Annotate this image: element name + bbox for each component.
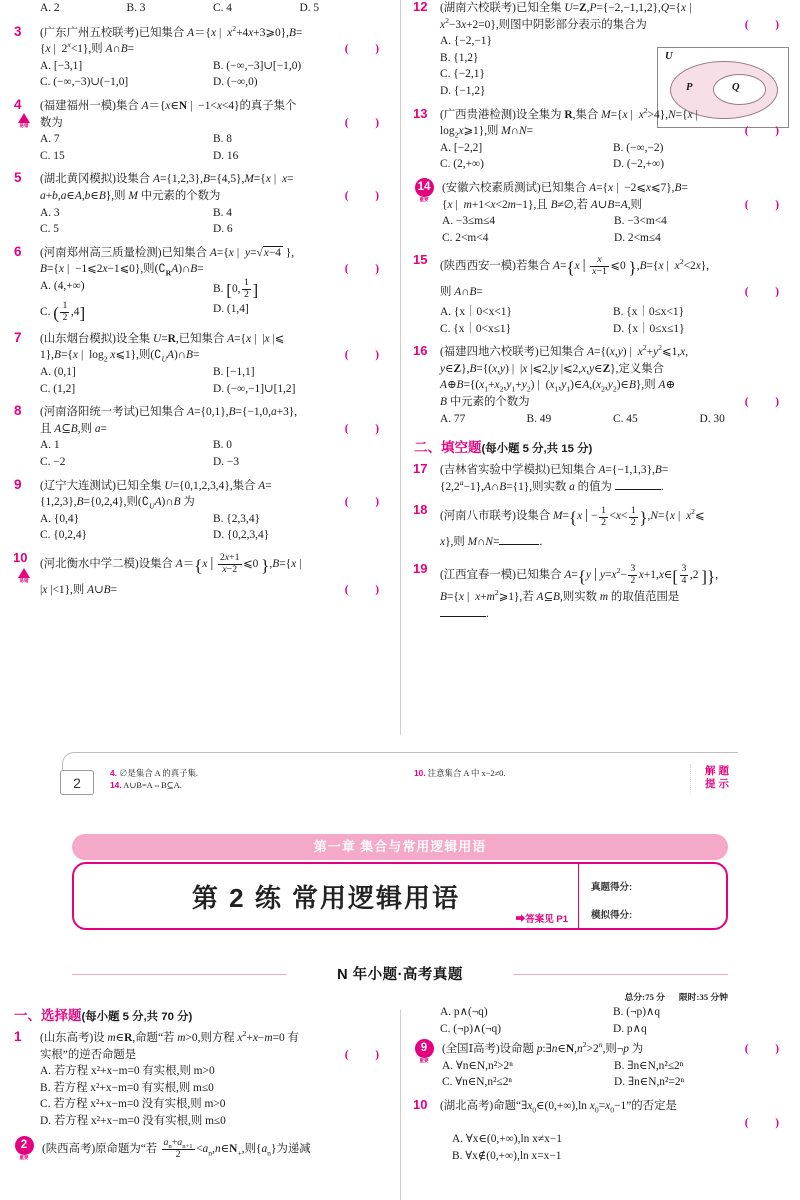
question-stem-line-1: (山东高考)设 m∈R,命题“若 m>0,则方程 $x^2+x-m=0$ 有 — [40, 1029, 299, 1044]
answer-bracket[interactable]: ( ) — [344, 496, 386, 509]
venn-set-p-label: P — [686, 82, 693, 93]
question-body — [40, 171, 386, 237]
question-stem-line-2: y∈Z},B={(x,y) | |x |⩽2,|y |⩽2,x,y∈Z},定义集合 — [440, 362, 665, 375]
question-number-badge: 14 — [415, 178, 434, 197]
question-number: 15 — [413, 252, 428, 268]
question-number: 3 — [14, 23, 22, 39]
option-b[interactable]: B. −3<m<4 — [614, 215, 667, 228]
choice-section-heading — [14, 1004, 386, 1024]
question-number: 18 — [413, 502, 428, 518]
answer-reference-link[interactable]: ➡答案见 P1 — [515, 914, 568, 925]
option-c[interactable]: C. (2,+∞) — [440, 158, 484, 171]
option-c[interactable]: C. 4 — [213, 2, 232, 14]
hint-tag-divider — [690, 764, 691, 794]
error-prone-warning-icon — [14, 568, 34, 584]
question-stem-line-1: (广西贵港检测)设全集为 R,集合 M={x | $x^2>4\},N=\{x$ | — [440, 105, 698, 121]
options-list — [440, 140, 786, 173]
question-number: 4 — [14, 96, 22, 112]
question-stem-line-2: {1,2,3},B={0,2,4},则$(∁_UA)\cap B$ 为 ( ) — [40, 496, 386, 511]
question-19 — [414, 562, 786, 623]
option-c[interactable]: C. (−∞,−3)∪(−1,0] — [40, 76, 129, 89]
options-list — [440, 411, 786, 428]
option-a[interactable]: A. {−2,−1} — [440, 35, 492, 48]
option-a[interactable]: A. (4,+∞) — [40, 279, 85, 292]
right-column — [400, 0, 800, 742]
venn-universe-label: U — [665, 51, 673, 62]
question-13 — [414, 107, 786, 173]
question-stem-line-1: (山东烟台模拟)设全集 U=R,已知集合 A={x | |x |⩽ — [40, 332, 285, 345]
question-stem-line-2: x},则 M∩N= . — [440, 536, 543, 549]
question-body — [40, 478, 386, 544]
options-list — [40, 511, 386, 544]
fill-in-section-heading — [414, 436, 786, 456]
question-number: 17 — [413, 461, 428, 477]
question-body — [440, 107, 786, 173]
options-list — [440, 1004, 786, 1037]
question-stem-line-4: B 中元素的个数为 ( ) — [440, 394, 786, 411]
option-c[interactable]: C. 若方程 x²+x−m=0 没有实根,则 m>0 — [40, 1098, 226, 1111]
option-c[interactable]: C. (1,2] — [40, 382, 76, 395]
option-b[interactable]: B. ∃n∈N,n²≤2ⁿ — [614, 1059, 684, 1072]
question-number-badge: 9 — [415, 1039, 434, 1058]
option-a[interactable]: A. {0,4} — [40, 512, 80, 525]
question-body — [440, 562, 786, 623]
hint-item — [110, 768, 198, 780]
options-list — [440, 304, 786, 337]
bottom-question-2 — [14, 1138, 386, 1161]
question-10 — [14, 551, 386, 602]
option-a[interactable]: A. ∀n∈N,n²>2ⁿ — [442, 1059, 513, 1072]
question-number: 5 — [14, 170, 22, 186]
question-body — [440, 1041, 786, 1091]
warning-label: 易错 — [19, 122, 29, 128]
bottom-exercise-area — [0, 1004, 800, 1200]
question-number: 10 — [13, 549, 28, 565]
option-d[interactable]: D. (1,4] — [213, 302, 249, 315]
options-list — [40, 437, 386, 470]
answer-blank[interactable] — [440, 606, 486, 616]
question-stem-line-1: (福建四地六校联考)已知集合 A={(x,y) | $x^2+y^2⩽1,x$, — [440, 343, 689, 359]
option-c[interactable]: C. 2<m<4 — [442, 231, 489, 244]
answer-bracket[interactable]: ( ) — [744, 125, 786, 138]
question-7 — [14, 331, 386, 397]
option-d[interactable]: D. 6 — [213, 223, 233, 236]
option-d[interactable]: D. (−∞,−1]∪[1,2] — [213, 382, 296, 395]
option-d[interactable]: D. p∧q — [613, 1022, 647, 1035]
question-stem-line-2: |x |<1},则 A∪B= ( ) — [40, 578, 386, 602]
answer-bracket[interactable]: ( ) — [344, 43, 386, 56]
important-marker — [11, 1136, 37, 1161]
question-stem-line-2: {x | m+1<x<2m−1},且 B≠∅,若 A∪B=A,则 ( ) — [442, 197, 786, 214]
answer-bracket[interactable]: ( ) — [344, 349, 386, 362]
question-body — [40, 404, 386, 470]
question-stem-line-1: (全国Ⅰ高考)设命题 $p:\exists n\in N,n^2>2^n$,则¬p 为 ( ) — [442, 1041, 786, 1058]
question-body — [40, 1030, 386, 1130]
question-body — [440, 253, 786, 337]
option-b[interactable]: B. {2,3,4} — [213, 512, 261, 525]
important-label: 重要 — [19, 1154, 29, 1160]
option-a[interactable]: A. 77 — [440, 412, 466, 425]
option-c[interactable]: C. {−2,1} — [440, 68, 485, 81]
question-stem-line-1: (陕西西安一模)若集合 A={x | $\frac{x}{x-1}$ ⩽0 },B={x | $x^2<2x$}, — [440, 254, 710, 278]
question-stem-line-1: (陕西高考)原命题为“若 $\frac{a_n+a_{n+1}}{2}$ $<a_n,n\in N_+$,则$\{a_n\}$为递减 — [42, 1136, 311, 1160]
option-c[interactable]: C. 45 — [613, 412, 638, 425]
question-18 — [414, 503, 786, 554]
question-number: 1 — [14, 1029, 22, 1044]
question-body — [40, 331, 386, 397]
option-d[interactable]: D. {0,2,3,4} — [213, 529, 270, 542]
question-stem-line-1: (河南郑州高三质量检测)已知集合 A={x | y=√x−4 }, — [40, 246, 295, 259]
question-body — [440, 344, 786, 427]
total-score: 总分:75 分 — [624, 992, 665, 1002]
question-stem-line-2: $x^2-3x+2=0$},则图中阴影部分表示的集合为 ( ) — [440, 17, 786, 34]
question-stem-line-1: (安徽六校素质测试)已知集合 A={x | −2⩽x⩽7},B= — [442, 181, 688, 194]
chapter-banner: 第一章 集合与常用逻辑用语 — [72, 834, 728, 860]
question-stem-line-2 — [440, 1115, 786, 1132]
question-6 — [14, 245, 386, 324]
triangle-icon — [18, 568, 30, 578]
left-column — [0, 0, 400, 742]
hint-text: A∪B=A⇔B⊆A. — [123, 780, 182, 790]
question-stem-line-2: {x | $2^x<1$},则 A∩B= ( ) — [40, 41, 386, 58]
time-limit: 限时:35 分钟 — [678, 992, 728, 1002]
question-2-options-continued — [14, 0, 386, 17]
option-a[interactable]: A. [−2,2] — [440, 141, 483, 154]
option-c[interactable]: C. −2 — [40, 455, 66, 468]
answer-blank[interactable] — [499, 535, 539, 545]
answer-bracket[interactable]: ( ) — [744, 198, 786, 211]
question-17 — [414, 462, 786, 495]
option-b[interactable]: B. 8 — [213, 133, 232, 146]
question-stem-line-2: 数为 ( ) — [40, 115, 386, 132]
practice-title-box — [72, 862, 728, 930]
section-title: 一、选择题 — [14, 1008, 82, 1023]
option-b[interactable]: B. (−∞,−2) — [613, 141, 664, 154]
option-a[interactable]: A. (0,1] — [40, 365, 76, 378]
answer-bracket[interactable]: ( ) — [744, 1043, 786, 1056]
question-stem-line-2: $\log_2x⩾1$},则 M∩N= ( ) — [440, 125, 786, 140]
question-number: 10 — [413, 1096, 428, 1112]
question-body — [440, 462, 786, 495]
bottom-question-10 — [414, 1098, 786, 1164]
nyear-label: N 年小题·高考真题 — [337, 967, 463, 983]
option-b[interactable]: B. 若方程 x²+x−m=0 有实根,则 m≤0 — [40, 1081, 214, 1094]
bottom-left-column — [0, 1004, 400, 1200]
option-d[interactable]: D. 5 — [299, 2, 320, 14]
option-b[interactable]: B. (−∞,−3]∪[−1,0) — [213, 59, 302, 72]
option-a[interactable]: A. 7 — [40, 133, 60, 146]
question-number: 12 — [413, 0, 428, 14]
solution-hints-bar — [62, 752, 738, 800]
option-b[interactable]: B. 4 — [213, 206, 232, 219]
bottom-question-8-options — [414, 1004, 786, 1037]
question-stem-line-2: B={x | $x+m^2⩾1$},若 A⊆B,则实数 m 的取值范围是 — [440, 588, 680, 603]
question-stem-line-1: (吉林省实验中学模拟)已知集合 A={−1,1,3},B= — [440, 464, 669, 477]
question-8 — [14, 404, 386, 470]
question-stem-line-3: $A\oplus B=\{(x_1+x_2,y_1+y_2)$ | $(x_1,y_1)\in A,(x_2,y_2)\in B$},则 A⊕ — [440, 379, 675, 394]
option-b[interactable]: B. ∀x∉(0,+∞),ln x=x−1 — [452, 1149, 562, 1162]
answer-bracket[interactable]: ( ) — [344, 116, 386, 129]
question-9 — [14, 478, 386, 544]
hint-group-left — [110, 768, 198, 791]
question-body — [40, 98, 386, 164]
hint-item — [414, 768, 505, 780]
options-list — [40, 1063, 386, 1129]
option-d[interactable]: D. (−∞,0) — [213, 76, 258, 89]
answer-blank[interactable] — [615, 479, 661, 489]
triangle-icon — [18, 113, 30, 123]
option-a[interactable]: A. 若方程 x²+x−m=0 有实根,则 m>0 — [40, 1065, 215, 1078]
option-b[interactable]: B. (¬p)∧q — [613, 1006, 661, 1018]
option-c[interactable]: C. (¬p)∧(¬q) — [440, 1022, 502, 1035]
question-stem-line-1: (福建福州一模)集合 A＝{x∈N | −1<x<4}的真子集个 — [40, 99, 297, 112]
answer-bracket[interactable]: ( ) — [744, 18, 786, 31]
question-stem-line-1: (辽宁大连测试)已知全集 U={0,1,2,3,4},集合 A= — [40, 479, 272, 492]
question-number: 8 — [14, 403, 22, 419]
answer-bracket[interactable]: ( ) — [344, 422, 386, 435]
question-15 — [414, 253, 786, 337]
options-list — [40, 205, 386, 238]
question-16 — [414, 344, 786, 427]
question-body — [40, 245, 386, 324]
answer-bracket[interactable]: ( ) — [344, 583, 386, 596]
answer-bracket[interactable]: ( ) — [744, 286, 786, 299]
question-stem-line-1: (湖北高考)命题“$\exists x_0\in(0,+\infty),\ln$ $x_0=x_0-1$”的否定是 — [440, 1099, 677, 1115]
bottom-question-9 — [414, 1041, 786, 1091]
question-3 — [14, 25, 386, 91]
option-c[interactable]: C. 15 — [40, 149, 65, 162]
question-stem-line-1: (广东广州五校联考)已知集合 A＝{x | $x^2+4x+3⩾0\},B=$ — [40, 23, 303, 39]
question-stem-line-2: B={x | −1⩽2x−1⩽0},则$(∁_RA)\cap B=$ ( ) — [40, 263, 386, 278]
question-stem-line-2: 且 A⊆B,则 a= ( ) — [40, 421, 386, 438]
question-body — [440, 503, 786, 554]
option-b[interactable]: B. {1,2} — [440, 51, 479, 64]
important-marker — [411, 1039, 437, 1064]
question-body — [40, 551, 386, 602]
question-stem-line-1: (河北衡水中学二模)设集合 A＝{x | $\frac{2x+1}{x-2}$ ⩽0 },B={x | — [40, 552, 302, 575]
option-a[interactable]: A. 3 — [40, 206, 60, 219]
question-number: 16 — [413, 343, 428, 359]
answer-bracket[interactable]: ( ) — [344, 263, 386, 276]
question-4 — [14, 98, 386, 164]
question-number: 13 — [413, 105, 428, 121]
practice-title-main — [74, 864, 578, 928]
options-list — [442, 213, 786, 246]
question-body — [40, 25, 386, 91]
hint-tag-line-1: 解 题 — [705, 765, 729, 777]
important-label: 重要 — [419, 1058, 429, 1064]
option-a[interactable]: A. −3≤m≤4 — [442, 215, 496, 228]
question-stem-line-1: (湖北黄冈模拟)设集合 A={1,2,3},B={4,5},M={x | x= — [40, 173, 294, 186]
hint-group-right — [414, 768, 505, 780]
options-list — [40, 131, 386, 164]
hint-item — [110, 780, 198, 792]
section-title: 二、填空题 — [414, 440, 482, 456]
question-number: 19 — [413, 561, 428, 577]
question-stem-line-1: (河南八市联考)设集合 M={x | − $\frac{1}{2}$ <x< $\frac{1}{2}$ },N={x | $x^2⩽$ — [440, 504, 705, 528]
option-d[interactable]: D. 30 — [699, 412, 725, 425]
option-c[interactable]: C. {x｜0<x≤1} — [440, 322, 512, 335]
option-d[interactable]: D. ∃n∈N,n²=2ⁿ — [614, 1076, 685, 1089]
question-stem-line-3: . — [440, 606, 786, 623]
question-stem-line-2: a+b,a∈A,b∈B},则 M 中元素的个数为 ( ) — [40, 188, 386, 205]
hint-text: 注意集合 A 中 x−2≠0. — [427, 769, 506, 778]
option-b[interactable]: B. 0 — [213, 439, 232, 452]
answer-bracket[interactable]: ( ) — [344, 1048, 386, 1061]
answer-bracket[interactable]: ( ) — [744, 396, 786, 409]
question-stem-line-1: (河南洛阳统一考试)已知集合 A={0,1},B={−1,0,a+3}, — [40, 406, 298, 419]
answer-bracket[interactable]: ( ) — [744, 1116, 786, 1129]
bottom-right-column — [400, 1004, 800, 1200]
option-a[interactable]: A. 1 — [40, 439, 60, 452]
options-list — [440, 33, 655, 99]
options-list — [40, 0, 386, 17]
question-number: 9 — [14, 476, 22, 492]
nyear-section-banner — [72, 963, 728, 987]
option-b[interactable]: B. [−1,1] — [213, 365, 255, 378]
options-list — [440, 1131, 786, 1164]
options-list — [40, 58, 386, 91]
option-a[interactable]: A. p∧(¬q) — [440, 1006, 488, 1018]
hint-number: 14. — [110, 779, 122, 790]
option-b[interactable]: B. 3 — [126, 2, 146, 14]
hint-number: 4. — [110, 768, 117, 778]
warning-label: 易错 — [19, 577, 29, 583]
question-5 — [14, 171, 386, 237]
page-title: 第 2 练 常用逻辑用语 — [191, 883, 461, 913]
hint-number: 10. — [414, 768, 426, 778]
bottom-question-1 — [14, 1030, 386, 1130]
option-a[interactable]: A. {x｜0<x<1} — [440, 306, 512, 319]
question-stem-line-2: 则 A∩B= ( ) — [440, 280, 786, 304]
hint-tag-line-2: 提 示 — [705, 777, 729, 790]
option-d[interactable]: D. {x｜0≤x≤1} — [613, 322, 685, 335]
option-c[interactable]: C. ∀n∈N,n²≤2ⁿ — [442, 1076, 513, 1089]
mock-exam-score-label[interactable]: 模拟得分: — [591, 910, 633, 921]
score-box — [578, 864, 726, 928]
score-info — [611, 990, 728, 1003]
question-14 — [414, 180, 786, 246]
option-b[interactable]: B. [0, $\frac{1}{2}$ ] — [213, 276, 259, 300]
question-number-badge: 2 — [15, 1136, 34, 1155]
section-points: (每小题 5 分,共 15 分) — [481, 443, 593, 456]
option-d[interactable]: D. 2<m≤4 — [614, 231, 661, 244]
question-body — [40, 1138, 386, 1161]
option-d[interactable]: D. (−2,+∞) — [613, 158, 665, 171]
hint-text: ∅是集合 A 的真子集. — [119, 769, 198, 778]
question-body — [440, 180, 786, 246]
question-stem-line-1: (江西宜春一模)已知集合 A={y | $y=x^2-$ $\frac{3}{2}$ x+1,x∈[ $\frac{3}{4}$ ,2 ]}, — [440, 563, 719, 587]
question-stem-line-2: 实根”的逆否命题是 ( ) — [40, 1047, 386, 1064]
option-d[interactable]: D. 16 — [213, 149, 239, 162]
question-stem-line-1: (湖南六校联考)已知全集 U=Z,P={−2,−1,1,2},Q={x | — [440, 2, 692, 14]
page-number: 2 — [60, 770, 94, 795]
options-list — [40, 278, 386, 324]
option-c[interactable]: C. ( $\frac{1}{2}$ ,4] — [40, 299, 86, 323]
options-list — [40, 364, 386, 397]
option-a[interactable]: A. [−3,1] — [40, 59, 83, 72]
real-exam-score-label[interactable]: 真题得分: — [591, 882, 633, 893]
venn-set-q-label: Q — [732, 82, 740, 93]
option-d[interactable]: D. 若方程 x²+x−m=0 没有实根,则 m≤0 — [40, 1114, 226, 1127]
option-a[interactable]: A. 2 — [40, 2, 60, 14]
question-stem-line-2: {2,2$^a$−1},A∩B={1},则实数 a 的值为 . — [440, 478, 664, 493]
answer-bracket[interactable]: ( ) — [344, 189, 386, 202]
option-b[interactable]: B. {x｜0≤x<1} — [613, 306, 685, 319]
section-points: (每小题 5 分,共 70 分) — [81, 1011, 193, 1023]
question-number: 7 — [14, 329, 22, 345]
question-body — [440, 1098, 786, 1164]
option-d[interactable]: D. {−1,2} — [440, 84, 486, 97]
hint-bar-topline — [80, 752, 738, 753]
important-label: 重要 — [419, 196, 429, 202]
option-c[interactable]: C. 5 — [40, 223, 59, 236]
solution-hint-tag — [702, 765, 732, 790]
option-b[interactable]: B. 49 — [526, 412, 552, 425]
important-marker — [411, 178, 437, 203]
option-a[interactable]: A. ∀x∈(0,+∞),ln x≠x−1 — [452, 1133, 562, 1146]
question-stem-line-2: 1},B={x | $\log_2$ x⩽1},则$(∁_UA)\cap B=$ ( ) — [40, 349, 386, 364]
option-c[interactable]: C. {0,2,4} — [40, 529, 88, 542]
options-list — [442, 1058, 786, 1091]
option-d[interactable]: D. −3 — [213, 455, 240, 468]
error-prone-warning-icon — [14, 113, 34, 129]
question-number: 6 — [14, 243, 22, 259]
